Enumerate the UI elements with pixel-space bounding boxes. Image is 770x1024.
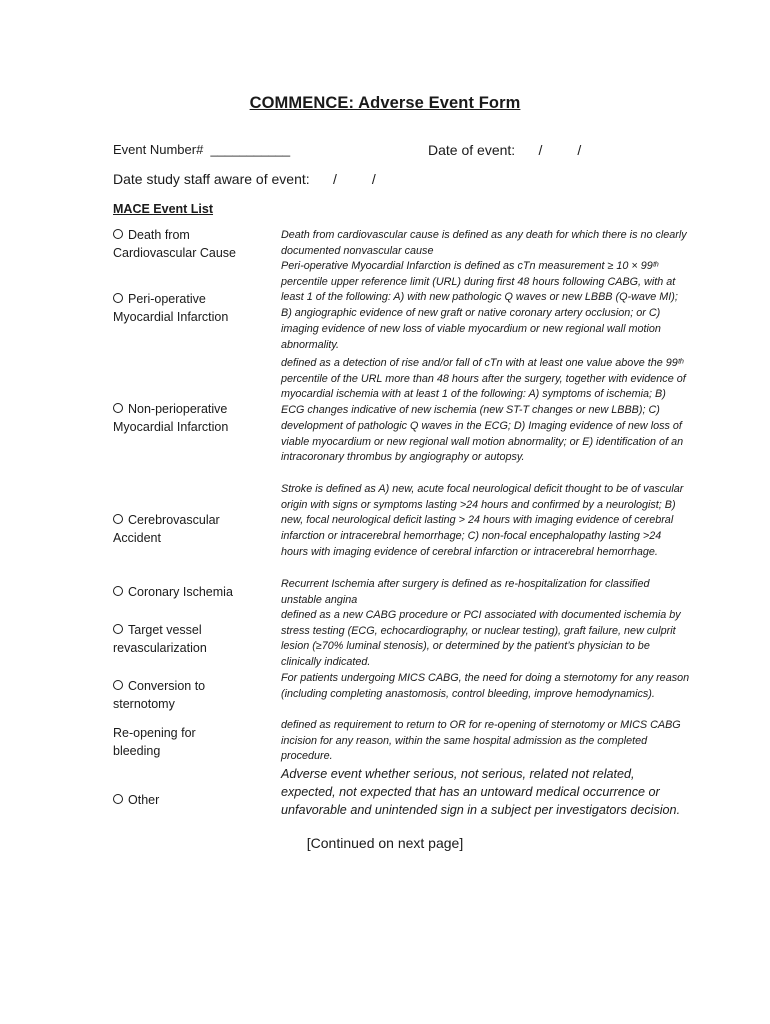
event-number-field[interactable]: Event Number# ___________	[113, 142, 291, 157]
event-definition-perioperative-mi: Peri-operative Myocardial Infarction is defined as cTn measurement ≥ 10 × 99ᵗʰ percentile upper reference limit (URL) during first 48 hours following CABG, with at least 1 of the following: A) with new pathologic Q waves or new LBBB (Q-wave MI); B) angiographic evidence of new graft or native coronary artery occlusion; or C) imaging evidence of new loss of viable myocardium or new regional wall motion abnormality.	[281, 260, 678, 351]
date-staff-aware-field[interactable]: Date study staff aware of event: / /	[113, 171, 376, 187]
radio-button-icon[interactable]	[113, 586, 123, 596]
mace-event-list-heading: MACE Event List	[113, 202, 214, 216]
event-label-text: Non-perioperative Myocardial Infarction	[113, 402, 229, 434]
event-option-death-cardiovascular[interactable]	[113, 227, 263, 262]
radio-button-icon[interactable]	[113, 229, 123, 239]
event-label-text: Other	[128, 793, 160, 807]
form-title: COMMENCE: Adverse Event Form	[249, 94, 521, 112]
event-definition-death-cardiovascular: Death from cardiovascular cause is defined as any death for which there is no clearly documented nonvascular cause	[281, 229, 687, 257]
event-definition-cerebrovascular-accident: Stroke is defined as A) new, acute focal neurological deficit thought to be of vascular origin with signs or symptoms lasting >24 hours and confirmed by a neurologist; B) new, focal neurological deficit lasting > 24 hours with imaging evidence of cerebral infarction or intracerebral hemorrhage; C) non-focal encephalopathy lasting >24 hours with imaging evidence of cerebral infarction or intracerebral hemorrhage.	[281, 483, 684, 558]
event-label-text: Target vessel revascularization	[113, 623, 207, 655]
event-definition-other: Adverse event whether serious, not serious, related not related, expected, not expected that has an untoward medical occurrence or unfavorable and unintended sign in a subject per investigators decision.	[281, 767, 681, 817]
event-option-conversion-to-sternotomy[interactable]	[113, 678, 263, 713]
event-definition-reopening-for-bleeding: defined as requirement to return to OR for re-opening of sternotomy or MICS CABG incision for any reason, within the same hospital admission as the completed procedure.	[281, 719, 681, 763]
radio-button-icon[interactable]	[113, 794, 123, 804]
event-option-coronary-ischemia[interactable]	[113, 584, 283, 602]
event-definition-coronary-ischemia: Recurrent Ischemia after surgery is defined as re-hospitalization for classified unstable angina	[281, 578, 650, 606]
radio-button-icon[interactable]	[113, 680, 123, 690]
event-option-cerebrovascular-accident[interactable]	[113, 512, 263, 547]
continued-note: [Continued on next page]	[306, 835, 464, 851]
event-option-non-perioperative-mi[interactable]	[113, 401, 263, 436]
radio-button-icon[interactable]	[113, 514, 123, 524]
event-label-text: Death from Cardiovascular Cause	[113, 228, 236, 260]
event-label-text: Coronary Ischemia	[128, 585, 233, 599]
event-label-text: Re-opening for bleeding	[113, 726, 196, 758]
radio-button-icon[interactable]	[113, 403, 123, 413]
event-definition-target-vessel-revascularization: defined as a new CABG procedure or PCI associated with documented ischemia by stress testing (ECG, echocardiography, or nuclear testing), graft failure, new culprit lesion (≥70% luminal stenosis), or determined by the patient’s physician to be clinically indicated.	[281, 609, 681, 669]
event-option-perioperative-mi[interactable]	[113, 291, 263, 326]
event-option-target-vessel-revascularization[interactable]	[113, 622, 263, 657]
event-option-reopening-for-bleeding[interactable]	[113, 725, 223, 760]
event-definition-conversion-to-sternotomy: For patients undergoing MICS CABG, the need for doing a sternotomy for any reason (including completing anastomosis, control bleeding, improve hemodynamics).	[281, 672, 690, 700]
event-option-other[interactable]	[113, 792, 263, 810]
event-label-text: Conversion to sternotomy	[113, 679, 206, 711]
event-label-text: Cerebrovascular Accident	[113, 513, 220, 545]
event-label-text: Peri-operative Myocardial Infarction	[113, 292, 229, 324]
radio-button-icon[interactable]	[113, 293, 123, 303]
event-definition-non-perioperative-mi: defined as a detection of rise and/or fall of cTn with at least one value above the 99ᵗʰ percentile of the URL more than 48 hours after the surgery, together with evidence of myocardial ischemia with at least 1 of the following: A) symptoms of ischemia; B) ECG changes indicative of new ischemia (new ST-T changes or new LBBB); C) development of pathologic Q waves in the ECG; D) Imaging evidence of new loss of viable myocardium or new regional wall motion abnormality; or E) identification of an intracoronary thrombus by angiography or autopsy.	[281, 357, 686, 464]
radio-button-icon[interactable]	[113, 624, 123, 634]
date-of-event-field[interactable]: Date of event: / /	[428, 142, 582, 158]
